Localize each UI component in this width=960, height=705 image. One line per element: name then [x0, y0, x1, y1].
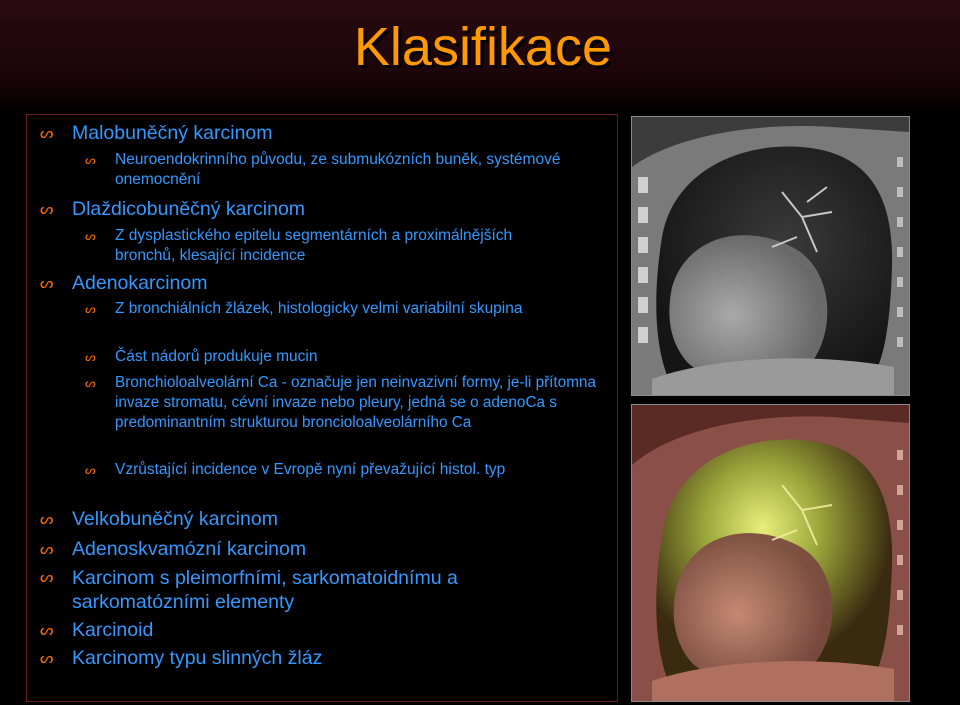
- list-item: Karcinomy typu slinných žláz: [72, 647, 323, 669]
- list-item: Neuroendokrinního původu, ze submukózních buněk, systémové onemocnění: [115, 151, 561, 188]
- bullet-icon: ᔕ: [85, 302, 96, 316]
- list-item: Z bronchiálních žlázek, histologicky velmi variabilní skupina: [115, 300, 523, 317]
- slide-title: Klasifikace: [353, 17, 612, 77]
- bullet-icon: ᔕ: [40, 124, 54, 142]
- pet-ct-image: [631, 404, 910, 702]
- bullet-icon: ᔕ: [40, 510, 54, 528]
- list-item: Velkobuněčný karcinom: [72, 508, 278, 530]
- bullet-icon: ᔕ: [85, 463, 96, 477]
- bullet-icon: ᔕ: [40, 649, 54, 667]
- bullet-icon: ᔕ: [85, 376, 96, 390]
- bullet-icon: ᔕ: [85, 350, 96, 364]
- bullet-icon: ᔕ: [40, 568, 54, 586]
- list-item: Z dysplastického epitelu segmentárních a proximálnějších bronchů, klesající incidence: [115, 227, 513, 264]
- list-item: Bronchioloalveolární Ca - označuje jen neinvazivní formy, je-li přítomna invaze stromatu, cévní invaze nebo pleury, jedná se o adenoCa s predominantním strukturou broncioloalveolárního Ca: [115, 374, 596, 431]
- list-item: Karcinoid: [72, 619, 154, 641]
- bullet-icon: ᔕ: [40, 274, 54, 292]
- bullet-icon: ᔕ: [40, 621, 54, 639]
- ct-scan-image: [631, 116, 910, 396]
- list-item: Adenokarcinom: [72, 272, 208, 294]
- list-item: Dlaždicobuněčný karcinom: [72, 198, 306, 220]
- list-item: Část nádorů produkuje mucin: [115, 348, 318, 365]
- bullet-icon: ᔕ: [40, 200, 54, 218]
- list-item: Karcinom s pleimorfními, sarkomatoidnímu a sarkomatózními elementy: [72, 567, 458, 613]
- bullet-icon: ᔕ: [85, 153, 96, 167]
- list-item: Adenoskvamózní karcinom: [72, 538, 307, 560]
- list-item: Vzrůstající incidence v Evropě nyní převažující histol. typ: [115, 461, 506, 478]
- bullet-icon: ᔕ: [40, 540, 54, 558]
- list-item: Malobuněčný karcinom: [72, 122, 273, 144]
- bullet-icon: ᔕ: [85, 229, 96, 243]
